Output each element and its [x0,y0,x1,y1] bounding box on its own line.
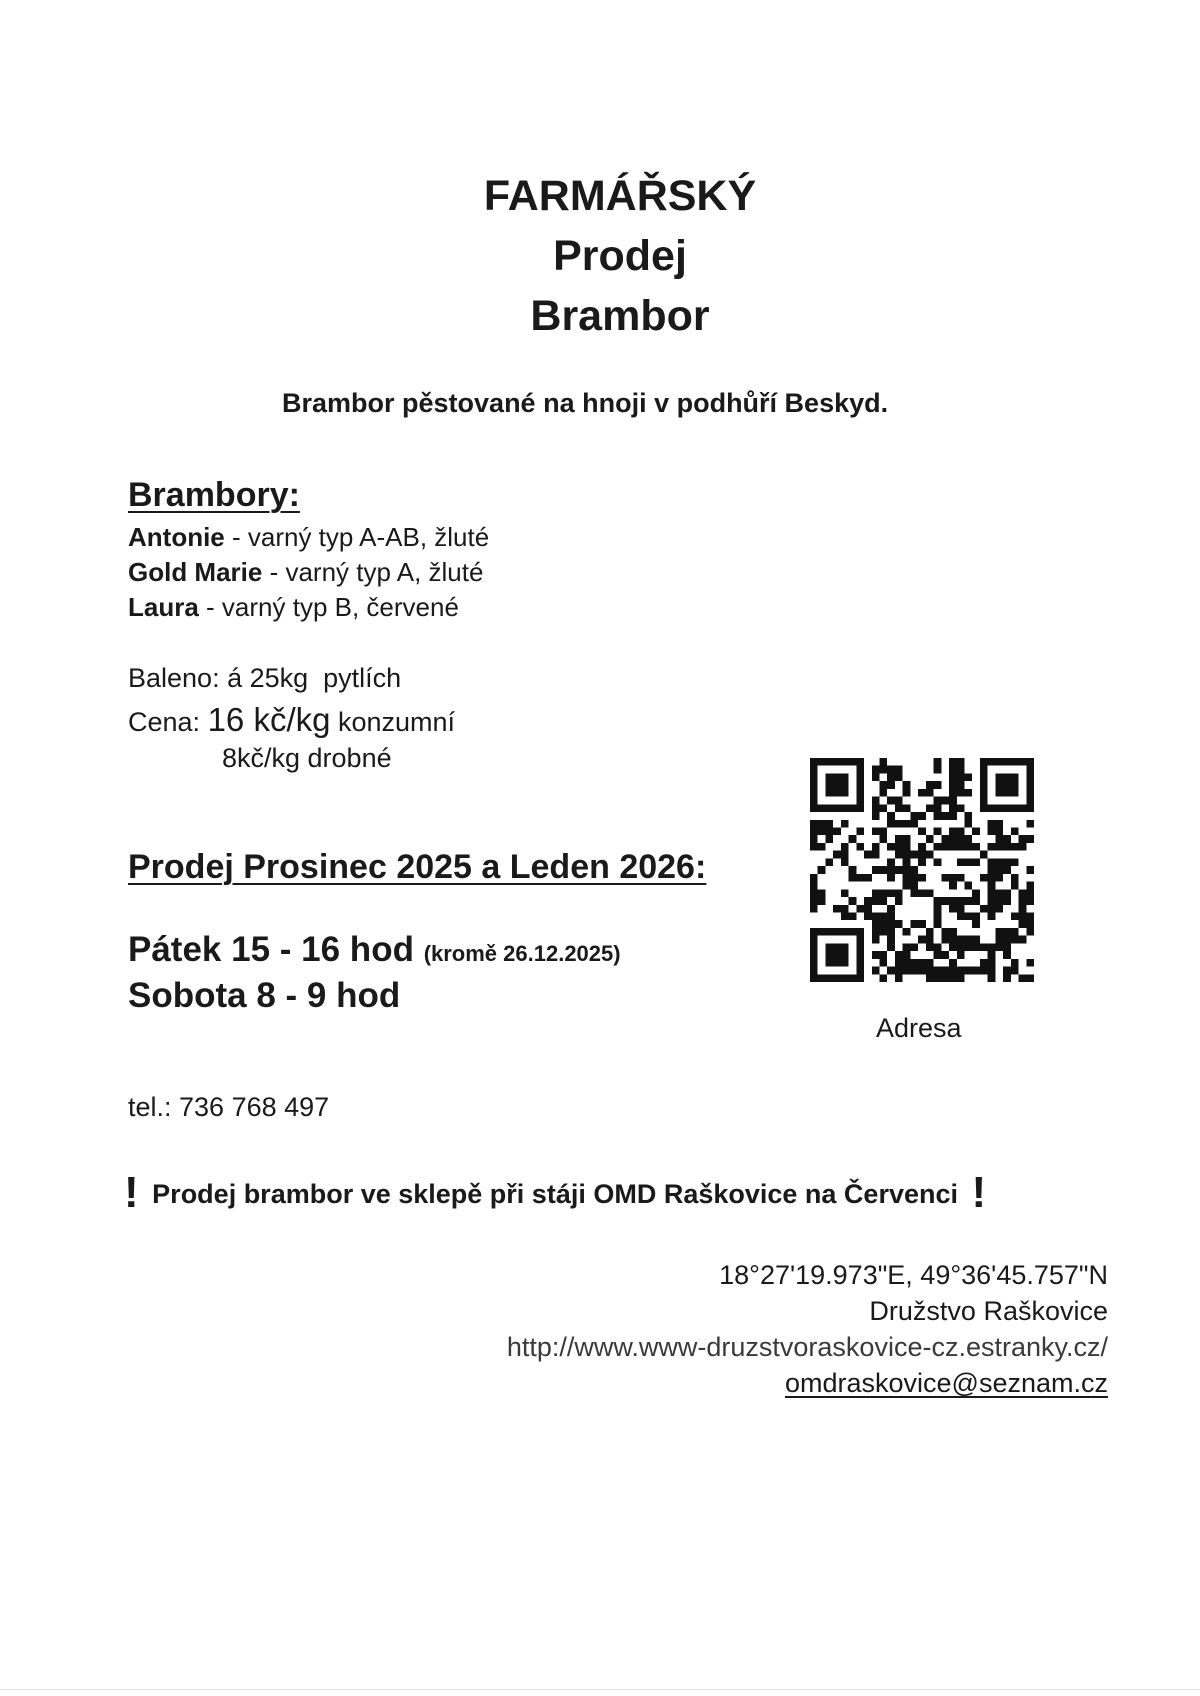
title-line-1: FARMÁŘSKÝ [483,172,757,220]
organization-name: Družstvo Raškovice [869,1296,1108,1326]
friday-hours-line [128,930,621,970]
title-line-3: Brambor [530,292,710,340]
website-link[interactable]: http://www.www-druzstvoraskovice-cz.estranky.cz/ [506,1332,1108,1362]
price-main-value: 16 kč/kg [207,701,331,738]
packaging-value: á 25kg pytlích [227,663,402,693]
exclamation-icon: ! [124,1168,139,1217]
subtitle: Brambor pěstované na hnoji v podhůří Beskyd. [282,388,889,418]
warning-line [124,1168,986,1218]
price-line [128,701,455,739]
potatoes-heading: Brambory: [128,476,300,514]
variety-name: Gold Marie [128,557,263,587]
variety-desc: - varný typ A-AB, žluté [224,522,490,552]
variety-item [128,592,459,623]
phone: tel.: 736 768 497 [128,1092,330,1122]
warning-text: Prodej brambor ve sklepě při stáji OMD Raškovice na Červenci [152,1179,958,1209]
qr-caption: Adresa [876,1013,962,1043]
title-line-2: Prodej [553,232,687,280]
saturday-hours: Sobota 8 - 9 hod [128,976,401,1015]
variety-desc: - varný typ B, červené [198,592,459,622]
packaging-label: Baleno: [128,663,220,693]
friday-note: (kromě 26.12.2025) [423,941,621,966]
variety-name: Antonie [128,522,225,552]
packaging-line [128,663,401,694]
variety-desc: - varný typ A, žluté [262,557,484,587]
email-link[interactable]: omdraskovice@seznam.cz [784,1368,1108,1398]
variety-name: Laura [128,592,199,622]
friday-hours: Pátek 15 - 16 hod [128,930,414,969]
price-main-suffix: konzumní [330,707,456,737]
price-secondary: 8kč/kg drobné [222,743,392,773]
variety-item [128,522,489,553]
exclamation-icon: ! [971,1168,987,1217]
variety-item [128,557,483,588]
scan-edge-divider [0,1689,1200,1690]
price-label: Cena: [128,707,201,737]
sale-heading: Prodej Prosinec 2025 a Leden 2026: [128,848,707,886]
qr-code-icon [810,758,1034,982]
coordinates: 18°27'19.973"E, 49°36'45.757"N [719,1260,1108,1290]
